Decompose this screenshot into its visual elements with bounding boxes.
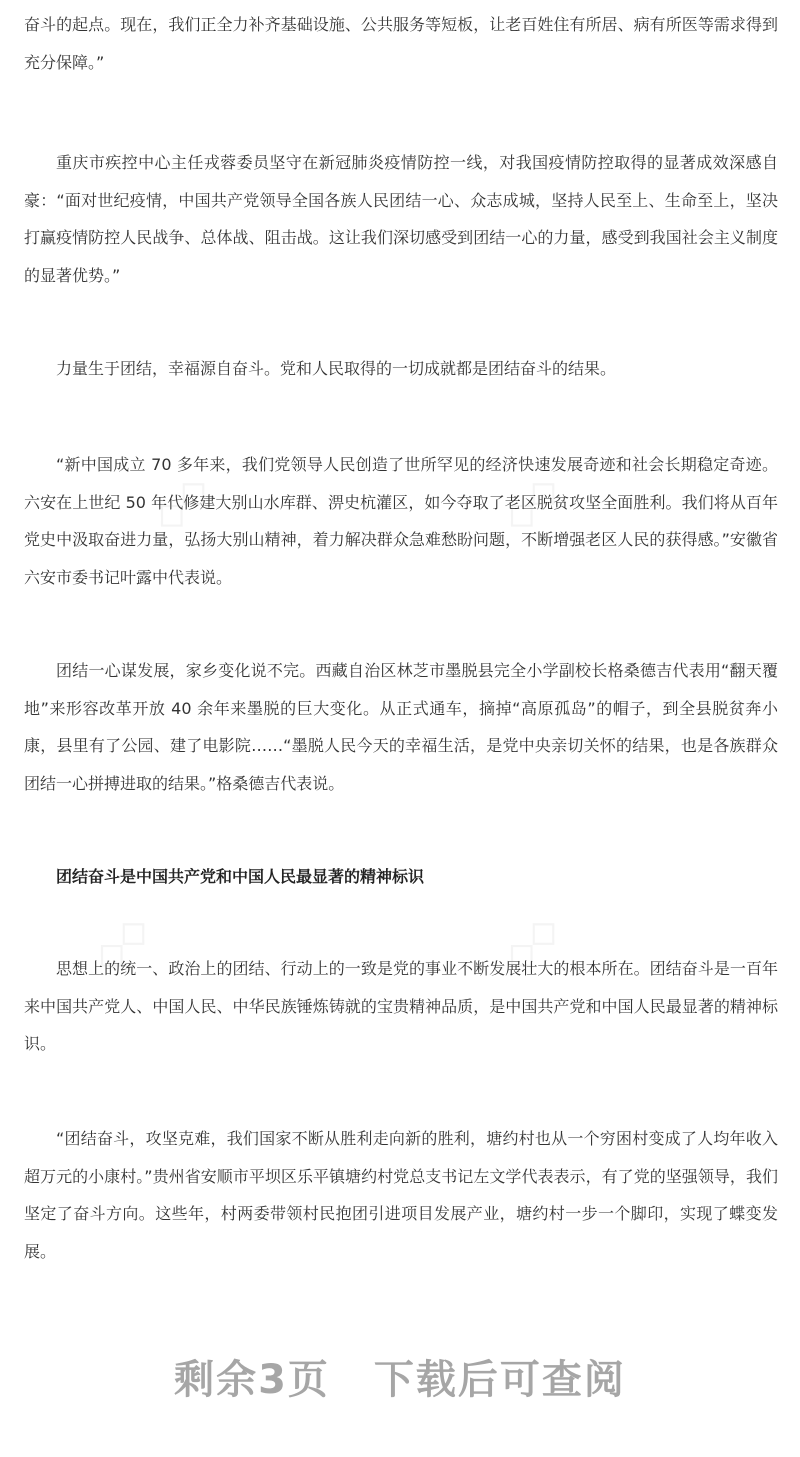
paragraph-1: 奋斗的起点。现在，我们正全力补齐基础设施、公共服务等短板，让老百姓住有所居、病有所医等需求得到充分保障。” [24, 15, 778, 72]
watermark-mark: ◇◇ [82, 904, 159, 982]
watermark-mark: ◇◇ [492, 464, 569, 542]
download-prompt[interactable] [0, 1350, 800, 1410]
watermark-mark: ◇◇ [142, 464, 219, 542]
paragraph-7: “团结奋斗，攻坚克难，我们国家不断从胜利走向新的胜利，塘约村也从一个穷困村变成了人均年收入超万元的小康村。”贵州省安顺市平坝区乐平镇塘约村党总支书记左文学代表表示，有了党的坚强领导，我们坚定了奋斗方向。这些年，村两委带领村民抱团引进项目发展产业，塘约村一步一个脚印，实现了蝶变发展。 [24, 1129, 778, 1261]
paragraph-4: “新中国成立 70 多年来，我们党领导人民创造了世所罕见的经济快速发展奇迹和社会长期稳定奇迹。六安在上世纪 50 年代修建大别山水库群、淠史杭灌区，如今夺取了老区脱贫攻坚全面胜利。我们将从百年党史中汲取奋进力量，弘扬大别山精神，着力解决群众急难愁盼问题，不断增强老区人民的获得感。”安徽省六安市委书记叶露中代表说。 [24, 455, 778, 587]
section-heading: 团结奋斗是中国共产党和中国人民最显著的精神标识 [56, 867, 425, 886]
paragraph-6: 思想上的统一、政治上的团结、行动上的一致是党的事业不断发展壮大的根本所在。团结奋斗是一百年来中国共产党人、中国人民、中华民族锤炼铸就的宝贵精神品质，是中国共产党和中国人民最显著的精神标识。 [24, 959, 778, 1053]
paragraph-2: 重庆市疾控中心主任戎蓉委员坚守在新冠肺炎疫情防控一线，对我国疫情防控取得的显著成效深感自豪：“面对世纪疫情，中国共产党领导全国各族人民团结一心、众志成城，坚持人民至上、生命至上，坚决打赢疫情防控人民战争、总体战、阻击战。这让我们深切感受到团结一心的力量，感受到我国社会主义制度的显著优势。” [24, 153, 778, 285]
paragraph-3: 力量生于团结，幸福源自奋斗。党和人民取得的一切成就都是团结奋斗的结果。 [56, 359, 617, 378]
watermark-mark: ◇◇ [492, 904, 569, 982]
download-to-view-label: 下载后可查阅 [373, 1357, 626, 1403]
paragraph-5: 团结一心谋发展，家乡变化说不完。西藏自治区林芝市墨脱县完全小学副校长格桑德吉代表用“翻天覆地”来形容改革开放 40 余年来墨脱的巨大变化。从正式通车，摘掉“高原孤岛”的帽子，到全县脱贫奔小康，县里有了公园、建了电影院……“墨脱人民今天的幸福生活，是党中央亲切关怀的结果，也是各族群众团结一心拼搏进取的结果。”格桑德吉代表说。 [24, 661, 778, 793]
remaining-pages-label: 剩余3页 [174, 1357, 330, 1403]
